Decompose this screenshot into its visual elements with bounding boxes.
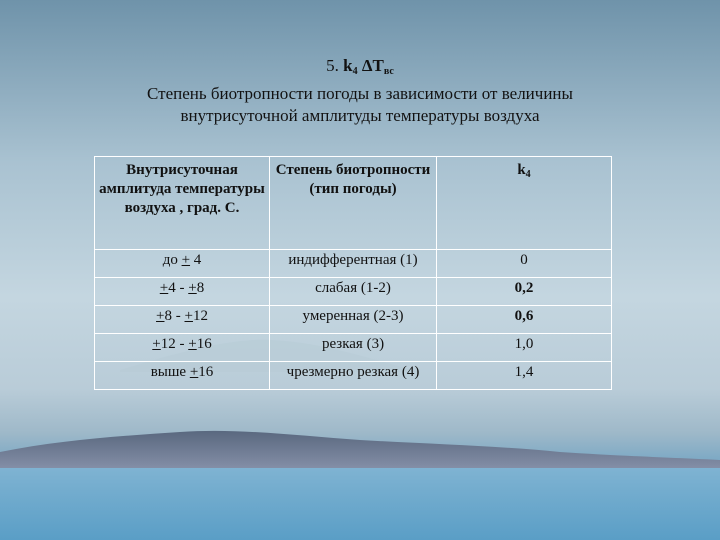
cell-range: +4 - +8 bbox=[95, 278, 270, 306]
title-line-2: Степень биотропности погоды в зависимости от величины bbox=[147, 84, 573, 103]
cell-k: 0,6 bbox=[437, 306, 612, 334]
header-k4: $k_4$ bbox=[437, 157, 612, 250]
cell-range: +12 - +16 bbox=[95, 334, 270, 362]
cell-type: слабая (1-2) bbox=[270, 278, 437, 306]
cell-type: чрезмерно резкая (4) bbox=[270, 362, 437, 390]
cell-range: выше +16 bbox=[95, 362, 270, 390]
table-row bbox=[95, 306, 612, 334]
header-degree: Степень биотропности (тип погоды) bbox=[270, 157, 437, 250]
cell-type: умеренная (2-3) bbox=[270, 306, 437, 334]
cell-k: 0 bbox=[437, 250, 612, 278]
cell-type: резкая (3) bbox=[270, 334, 437, 362]
title-line-1: 5. $k_4$ $\Delta T_{вс}$ bbox=[326, 56, 394, 77]
header-amplitude: Внутрисуточная амплитуда температуры воздуха , град. С. bbox=[95, 157, 270, 250]
biotropy-table bbox=[94, 156, 612, 390]
title-line-3: внутрисуточной амплитуды температуры воздуха bbox=[180, 106, 540, 125]
table-row bbox=[95, 250, 612, 278]
cell-k: 0,2 bbox=[437, 278, 612, 306]
slide-title bbox=[60, 55, 660, 127]
cell-k: 1,4 bbox=[437, 362, 612, 390]
cell-range: до + 4 bbox=[95, 250, 270, 278]
cell-type: индифферентная (1) bbox=[270, 250, 437, 278]
table-row bbox=[95, 334, 612, 362]
table-header-row bbox=[95, 157, 612, 250]
cell-k: 1,0 bbox=[437, 334, 612, 362]
table-row bbox=[95, 362, 612, 390]
cell-range: +8 - +12 bbox=[95, 306, 270, 334]
table-row bbox=[95, 278, 612, 306]
